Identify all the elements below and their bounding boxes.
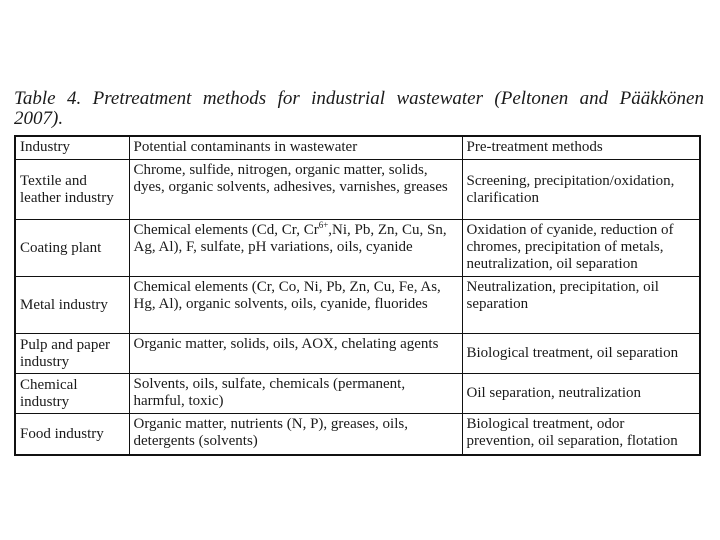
- pretreatment-table: [14, 135, 701, 456]
- header-contaminants: Potential contaminants in wastewater: [129, 136, 462, 160]
- cell-contaminants: Organic matter, solids, oils, AOX, chelating agents: [129, 334, 462, 374]
- cell-methods: Oil separation, neutralization: [462, 374, 700, 414]
- header-industry: Industry: [15, 136, 129, 160]
- cell-industry: Chemical industry: [15, 374, 129, 414]
- cell-methods: Neutralization, precipitation, oil separation: [462, 277, 700, 334]
- table-row: [15, 334, 700, 374]
- cell-methods: Biological treatment, odor prevention, oil separation, flotation: [462, 414, 700, 456]
- cell-contaminants: Solvents, oils, sulfate, chemicals (permanent, harmful, toxic): [129, 374, 462, 414]
- cell-industry: Coating plant: [15, 220, 129, 277]
- header-methods: Pre-treatment methods: [462, 136, 700, 160]
- table-row: [15, 160, 700, 220]
- table-row: [15, 374, 700, 414]
- table-row: [15, 220, 700, 277]
- cell-industry: Textile and leather industry: [15, 160, 129, 220]
- cell-contaminants: Chrome, sulfide, nitrogen, organic matter, solids, dyes, organic solvents, adhesives, varnishes, greases: [129, 160, 462, 220]
- contaminants-text-cont: ,Ni, Pb, Zn, Cu, Sn, Ag, Al), F, sulfate, pH variations, oils, cyanide: [133, 222, 447, 255]
- cell-industry: Pulp and paper industry: [15, 334, 129, 374]
- table-caption: Table 4. Pretreatment methods for industrial wastewater (Peltonen and Pääkkönen 2007).: [14, 88, 704, 129]
- cell-contaminants: Organic matter, nutrients (N, P), greases, oils, detergents (solvents): [129, 414, 462, 456]
- table-row: [15, 277, 700, 334]
- cell-contaminants: [129, 220, 462, 277]
- table-header-row: [15, 136, 700, 160]
- cell-methods: Screening, precipitation/oxidation, clarification: [462, 160, 700, 220]
- cell-methods: Biological treatment, oil separation: [462, 334, 700, 374]
- cell-industry: Metal industry: [15, 277, 129, 334]
- cell-industry: Food industry: [15, 414, 129, 456]
- superscript-6plus: 6+: [318, 220, 329, 230]
- cell-methods: Oxidation of cyanide, reduction of chromes, precipitation of metals, neutralization, oil separation: [462, 220, 700, 277]
- contaminants-text: Chemical elements (Cd, Cr, Cr: [133, 222, 319, 238]
- table-row: [15, 414, 700, 456]
- cell-contaminants: Chemical elements (Cr, Co, Ni, Pb, Zn, Cu, Fe, As, Hg, Al), organic solvents, oils, cyanide, fluorides: [129, 277, 462, 334]
